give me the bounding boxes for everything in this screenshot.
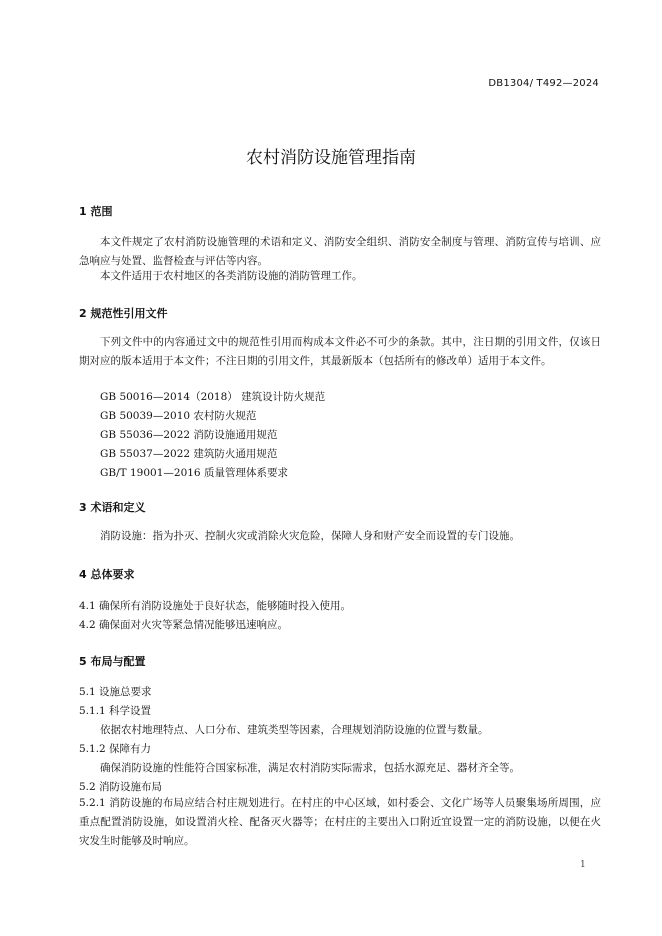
normative-paragraph: 下列文件中的内容通过文中的规范性引用而构成本文件必不可少的条款。其中，注日期的引用文件，仅该日期对应的版本适用于本文件；不注日期的引用文件，其最新版本（包括所有的修改单）适用于本文件。	[79, 336, 601, 367]
general-requirement-item: 4.2 确保面对火灾等紧急情况能够迅速响应。	[79, 619, 289, 631]
subsection-heading: 5.1.2 保障有力	[79, 743, 152, 755]
reference-item: GB/T 19001—2016 质量管理体系要求	[100, 467, 288, 479]
subsection-text: 确保消防设施的性能符合国家标准，满足农村消防实际需求，包括水源充足、器材齐全等。	[100, 762, 520, 774]
subsection-heading: 5.2 消防设施布局	[79, 781, 163, 793]
subsection-text: 依据农村地理特点、人口分布、建筑类型等因素，合理规划消防设施的位置与数量。	[100, 724, 489, 736]
reference-item: GB 55036—2022 消防设施通用规范	[100, 429, 278, 441]
section-heading-general-requirements: 4 总体要求	[79, 568, 135, 581]
scope-paragraph-2: 本文件适用于农村地区的各类消防设施的消防管理工作。	[100, 270, 363, 282]
section-heading-scope: 1 范围	[79, 205, 113, 218]
scope-paragraph-1: 本文件规定了农村消防设施管理的术语和定义、消防安全组织、消防安全制度与管理、消防宣传与培训、应急响应与处置、监督检查与评估等内容。	[79, 236, 601, 267]
section-heading-layout: 5 布局与配置	[79, 655, 146, 668]
section-heading-normative-references: 2 规范性引用文件	[79, 307, 168, 320]
page-number: 1	[580, 860, 586, 870]
terms-definition: 消防设施：指为扑灭、控制火灾或消除火灾危险，保障人身和财产安全而设置的专门设施。	[100, 530, 520, 542]
subsection-heading: 5.1 设施总要求	[79, 686, 152, 698]
section-heading-terms: 3 术语和定义	[79, 501, 146, 514]
document-title: 农村消防设施管理指南	[246, 148, 416, 168]
reference-item: GB 55037—2022 建筑防火通用规范	[100, 448, 278, 460]
subsection-paragraph: 5.2.1 消防设施的布局应结合村庄规划进行。在村庄的中心区域，如村委会、文化广场等人员聚集场所周围，应重点配置消防设施，如设置消火栓、配备灭火器等；在村庄的主要出入口附近宜设置一定的消防设施，以便在火灾发生时能够及时响应。	[79, 797, 601, 847]
general-requirement-item: 4.1 确保所有消防设施处于良好状态，能够随时投入使用。	[79, 600, 352, 612]
standard-code: DB1304/ T492—2024	[488, 78, 599, 89]
reference-item: GB 50039—2010 农村防火规范	[100, 410, 257, 422]
subsection-heading: 5.1.1 科学设置	[79, 705, 152, 717]
reference-item: GB 50016—2014（2018） 建筑设计防火规范	[100, 391, 326, 403]
